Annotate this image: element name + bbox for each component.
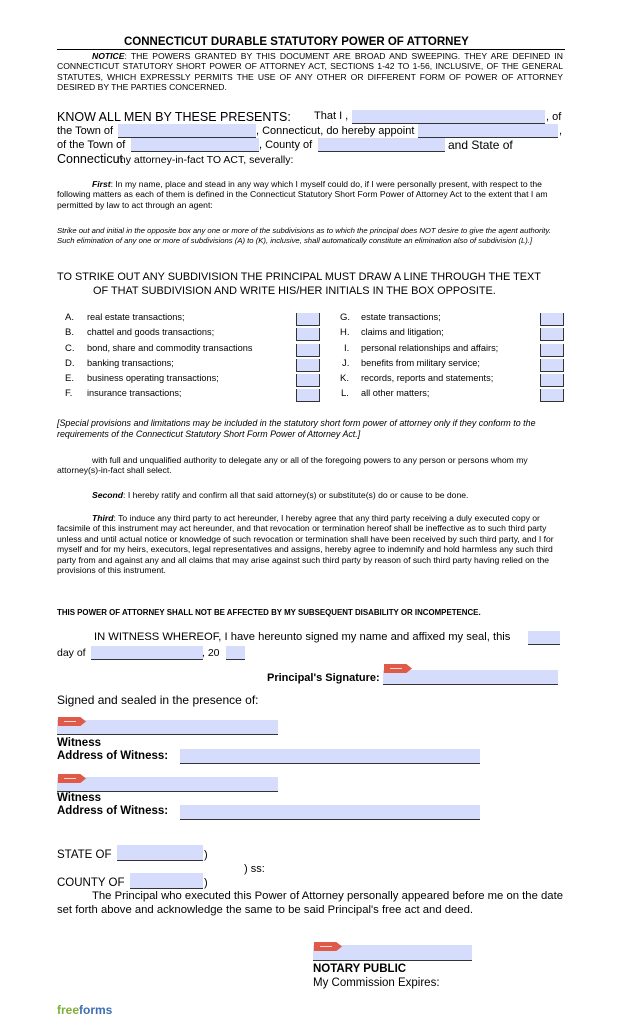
strike-caps-line-2: OF THAT SUBDIVISION AND WRITE HIS/HER INITIALS IN THE BOX OPPOSITE.: [93, 285, 496, 297]
witness-2-label: Witness: [57, 792, 101, 804]
third-paragraph: [57, 513, 565, 575]
know-that-i: That I ,: [314, 110, 349, 122]
power-a-text: real estate transactions;: [87, 312, 185, 322]
principal-sign-here-icon: [384, 664, 412, 673]
notary-state-field[interactable]: [117, 845, 203, 861]
power-f-text: insurance transactions;: [87, 388, 182, 398]
power-i-initial-box[interactable]: [540, 344, 564, 357]
brand-forms: forms: [79, 1003, 113, 1017]
notice-paragraph: [57, 51, 563, 93]
state-paren: ): [204, 849, 208, 861]
power-l-text: all other matters;: [361, 388, 430, 398]
witness-1-sign-here-icon: [58, 717, 86, 726]
second-paragraph: [92, 490, 468, 500]
freeforms-logo: [57, 1003, 112, 1017]
power-l-letter: L.: [341, 388, 349, 399]
second-text: : I hereby ratify and confirm all that said attorney(s) or substitute(s) do or cause to be done.: [123, 490, 469, 500]
power-b-letter: B.: [65, 327, 74, 338]
power-h-text: claims and litigation;: [361, 327, 444, 337]
attorney-act-label: my attorney-in-fact TO ACT, severally:: [117, 154, 294, 166]
notary-public-label: NOTARY PUBLIC: [313, 963, 407, 975]
power-d-letter: D.: [65, 358, 75, 369]
first-paragraph: [57, 179, 563, 210]
know-of: , of: [546, 111, 562, 123]
year-field[interactable]: [226, 646, 245, 660]
witness-2-signature-field[interactable]: [57, 777, 278, 792]
first-text: : In my name, place and stead in any way which I myself could do, if I were personally present, with respect to the following matters as each of them is defined in the Connecticut Statutory Short Form Power of Attorney Act to the extent that I am permitted by law to act through an agent:: [57, 179, 548, 210]
witness-whereof: IN WITNESS WHEREOF, I have hereunto signed my name and affixed my seal, this: [94, 631, 511, 643]
signed-presence-label: Signed and sealed in the presence of:: [57, 693, 259, 707]
day-of-label: day of: [57, 647, 86, 659]
ct-appoint-label: , Connecticut, do hereby appoint: [256, 125, 415, 137]
third-label: Third: [92, 513, 114, 523]
appoint-comma: ,: [559, 125, 563, 137]
witness-2-address-field[interactable]: [180, 805, 480, 820]
state-of-label: and State of: [448, 138, 513, 152]
power-h-letter: H.: [340, 327, 350, 338]
witness-2-sign-here-icon: [58, 774, 86, 783]
witness-1-label: Witness: [57, 737, 101, 749]
power-e-initial-box[interactable]: [296, 374, 320, 387]
principal-town-field[interactable]: [118, 124, 256, 138]
power-g-text: estate transactions;: [361, 312, 441, 322]
principal-appeared-paragraph: The Principal who executed this Power of Attorney personally appeared before me on the date set forth above and acknowledge the same to be said Principal's free act and deed.: [57, 890, 563, 916]
witness-1-signature-field[interactable]: [57, 720, 278, 735]
notice-label: NOTICE: [92, 51, 125, 61]
power-j-initial-box[interactable]: [540, 359, 564, 372]
power-h-initial-box[interactable]: [540, 328, 564, 341]
notary-sign-here-icon: [314, 942, 342, 951]
special-provisions: [Special provisions and limitations may be included in the statutory short form power of attorney only if they conform to the requirements of the Connecticut Statutory Short Form Power of Attorney Act.]: [57, 418, 536, 439]
third-text: : To induce any third party to act hereunder, I hereby agree that any third party receiving a duly executed copy or facsimile of this instrument may act hereunder, and that revocation or termination hereof shall be ineffective as to such third party unless and until actual notice or knowledge of such revocation or termination shall have been received by such third party, and I for myself and for my heirs, executors, legal representatives and assigns, hereby agree to indemnify and hold harmless any such third party from and against any and all claims that may arise against such third party by reason of such third party having relied on the provisions of this instrument.: [57, 513, 554, 576]
witness-1-address-label: Address of Witness:: [57, 750, 169, 762]
principal-name-field[interactable]: [352, 110, 545, 124]
know-lead: KNOW ALL MEN BY THESE PRESENTS:: [57, 110, 291, 124]
notice-text: : THE POWERS GRANTED BY THIS DOCUMENT ARE BROAD AND SWEEPING. THEY ARE DEFINED IN CONNECTICUT STATUTORY SHORT POWER OF ATTORNEY ACT, SECTIONS 1-42 TO 1-56, INCLUSIVE, OF THE GENERAL STATUTES, WHICH EXPRESSLY PERMITS THE USE OF ANY OTHER OR DIFFERENT FORM OF POWER OF ATTORNEY DESIRED BY THE PARTIES CONCERNED.: [57, 51, 563, 93]
attorney-county-field[interactable]: [318, 138, 445, 152]
second-label: Second: [92, 490, 124, 500]
county-of-notary-label: COUNTY OF: [57, 877, 125, 889]
power-i-letter: I.: [344, 343, 350, 354]
power-g-letter: G.: [340, 312, 351, 323]
power-a-initial-box[interactable]: [296, 313, 320, 326]
power-k-initial-box[interactable]: [540, 374, 564, 387]
of-town-label: of the Town of: [57, 139, 126, 151]
strike-instructions: Strike out and initial in the opposite box any one or more of the subdivisions as to which the principal does NOT desire to give the agent authority. Such elimination of any one or more of subdivisions (A) to (K), inclusive, shall automatically constitute an elimination also of subdivision (L).]: [57, 226, 551, 245]
power-c-initial-box[interactable]: [296, 344, 320, 357]
power-l-initial-box[interactable]: [540, 389, 564, 402]
town-of-label: the Town of: [57, 125, 114, 137]
strike-caps-line-1: TO STRIKE OUT ANY SUBDIVISION THE PRINCIPAL MUST DRAW A LINE THROUGH THE TEXT: [57, 271, 541, 283]
first-label: First: [92, 179, 111, 189]
power-k-text: records, reports and statements;: [361, 373, 494, 383]
power-b-text: chattel and goods transactions;: [87, 327, 215, 337]
brand-free: free: [57, 1003, 80, 1017]
principal-signature-label: Principal's Signature:: [267, 672, 380, 684]
ss-label: ) ss:: [244, 863, 265, 875]
day-number-field[interactable]: [528, 631, 560, 645]
connecticut-label: Connecticut: [57, 152, 124, 166]
power-c-letter: C.: [65, 343, 75, 354]
notary-county-field[interactable]: [130, 873, 203, 889]
power-b-initial-box[interactable]: [296, 328, 320, 341]
commission-expires-label: My Commission Expires:: [313, 977, 440, 989]
delegate-paragraph: with full and unqualified authority to delegate any or all of the foregoing powers to any person or persons whom my attorney(s)-in-fact shall select.: [57, 455, 528, 476]
power-j-text: benefits from military service;: [361, 358, 480, 368]
month-field[interactable]: [91, 646, 203, 660]
witness-1-address-field[interactable]: [180, 749, 480, 764]
attorney-town-field[interactable]: [131, 138, 259, 152]
county-of-label: , County of: [259, 139, 313, 151]
power-k-letter: K.: [340, 373, 349, 384]
disability-clause: THIS POWER OF ATTORNEY SHALL NOT BE AFFECTED BY MY SUBSEQUENT DISABILITY OR INCOMPETENCE.: [57, 608, 481, 617]
title-underline: [57, 49, 565, 50]
county-paren: ): [204, 877, 208, 889]
power-f-letter: F.: [65, 388, 73, 399]
state-of-notary-label: STATE OF: [57, 849, 112, 861]
power-e-text: business operating transactions;: [87, 373, 219, 383]
document-title: CONNECTICUT DURABLE STATUTORY POWER OF ATTORNEY: [124, 36, 469, 48]
power-c-text: bond, share and commodity transactions: [87, 343, 253, 353]
power-j-letter: J.: [342, 358, 350, 369]
witness-2-address-label: Address of Witness:: [57, 805, 169, 817]
principal-signature-field[interactable]: [383, 670, 558, 685]
attorney-name-field[interactable]: [418, 124, 558, 138]
power-g-initial-box[interactable]: [540, 313, 564, 326]
power-i-text: personal relationships and affairs;: [361, 343, 499, 353]
power-a-letter: A.: [65, 312, 74, 323]
power-e-letter: E.: [65, 373, 74, 384]
power-f-initial-box[interactable]: [296, 389, 320, 402]
power-d-initial-box[interactable]: [296, 359, 320, 372]
power-d-text: banking transactions;: [87, 358, 174, 368]
year-prefix: , 20: [202, 647, 220, 659]
